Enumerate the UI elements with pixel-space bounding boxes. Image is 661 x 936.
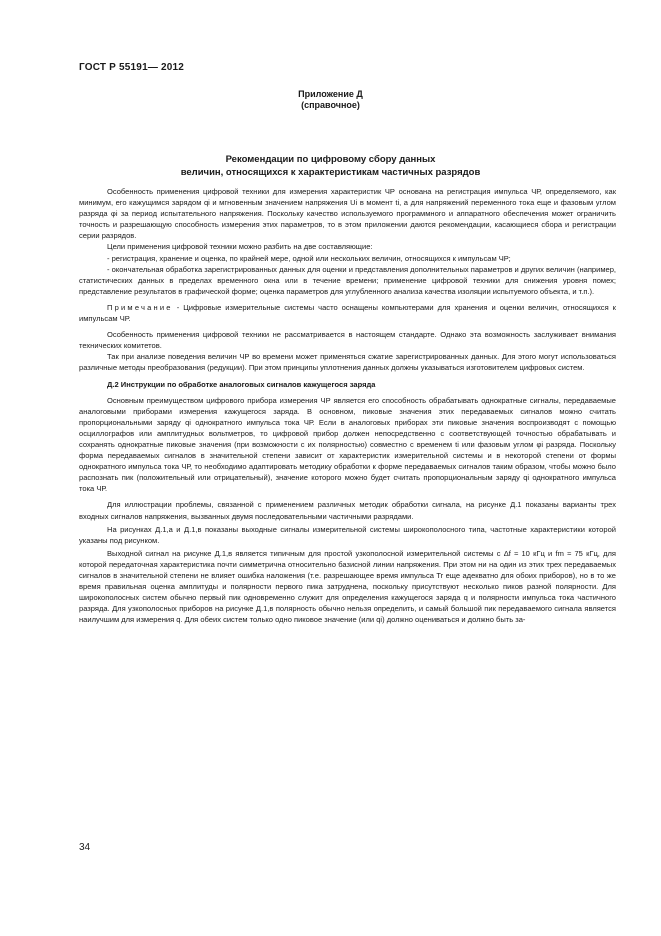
note-label: Примечание (107, 302, 173, 312)
note-text: - Цифровые измерительные системы часто оснащены компьютерами для хранения и оценки величин, относящихся к импульсам ЧР. (79, 302, 616, 324)
appendix-subtitle: (справочное) (301, 100, 360, 110)
appendix-title: Приложение Д (298, 89, 363, 99)
document-body (79, 186, 616, 625)
paragraph: Особенность применения цифровой техники не рассматривается в настоящем стандарте. Однако эта возможность заслуживает внимания технических комитетов. (79, 330, 616, 351)
list-item: - окончательная обработка зарегистрированных данных для оценки и представления дополнительных параметров и других величин (например, статистических данных в пределах временного окна или в течение времени; применение цифровой техники для снижения уровня помех; представление результатов в графической форме; оценка параметров для углубленного анализа качества изоляции испытуемого объекта, и т.п.). (79, 264, 616, 296)
note (79, 302, 616, 324)
paragraph: На рисунках Д.1,а и Д.1,в показаны выходные сигналы измерительной системы широкополосного типа, частотные характеристики которой указаны под рисунком. (79, 524, 616, 545)
list-item: - регистрация, хранение и оценка, по крайней мере, одной или нескольких величин, относящихся к импульсам ЧР; (107, 253, 511, 263)
standard-header: ГОСТ Р 55191— 2012 (79, 62, 185, 73)
paragraph: Цели применения цифровой техники можно разбить на две составляющие: (107, 242, 373, 252)
paragraph: Выходной сигнал на рисунке Д.1,в является типичным для простой узкополосной измерительной системы с Δf ≈ 10 кГц и fm ≈ 75 кГц, для которой передаточная характеристика почти симметрична относительно базисной линии напряжения. При этом ни на один из этих трех передаваемых сигналов в значительной степени не влияет ошибка наложения (т.е. разрешающее время импульса Tr еще адекватно для обоих приборов), но в то же время правильная оценка амплитуды и полярности первого пика затруднена, поскольку присутствуют несколько пиков разной полярности. Для широкополосных систем обычно первый пик одновременно служит для определения кажущегося заряда q и полярности импульса тока частичного разряда. Для узкополосных приборов на рисунке Д.1,в полярность обычно нельзя определить, и самый большой пик передаваемого сигнала является наилучшим для измерения q. Для обеих систем только одно пиковое значение (или qi) должно оцениваться и должно быть за- (79, 548, 616, 625)
document-title (0, 153, 661, 179)
paragraph: Для иллюстрации проблемы, связанной с применением различных методик обработки сигнала, на рисунке Д.1 показаны варианты трех входных сигналов напряжения, вызванных двумя последовательными частичными разрядами. (79, 500, 616, 521)
paragraph: Основным преимуществом цифрового прибора измерения ЧР является его способность обрабатывать однократные сигналы, передаваемые аналоговыми приборами измерения кажущегося заряда. В основном, пиковые значения этих передаваемых сигналов можно считать пропорциональными заряду qi однократного импульса тока ЧР. Если в аналоговых приборах эти пиковые значения воспроизводят с помощью осциллографов или амплитудных вольтметров, то цифровой прибор должен непосредственно с соответствующей точностью обрабатывать и сохранять однократные пиковые значения (при возможности с их полярностью) совместно с временем ti или фазовым углом φi разряда. Поскольку форма передаваемых сигналов в значительной степени зависит от характеристик измерительной системы и в некоторой степени от формы однократного импульса тока ЧР, то необходимо адаптировать методику обработки к форме передаваемых сигналов таким образом, чтобы можно было распознать пик (положительный или отрицательный), значение которого можно будет считать пропорциональным заряду qi однократного импульса тока ЧР. (79, 395, 616, 494)
page-number: 34 (79, 842, 91, 853)
paragraph: Так при анализе поведения величин ЧР во времени может применяться сжатие зарегистрированных данных. Для этого могут использоваться различные методы преобразования (редукции). При этом принципы уплотнения данных должны указываться изготовителем цифровых систем. (79, 352, 616, 373)
section-heading: Д.2 Инструкции по обработке аналоговых сигналов кажущегося заряда (107, 379, 376, 389)
title-line-2: величин, относящихся к характеристикам частичных разрядов (180, 167, 481, 178)
paragraph: Особенность применения цифровой техники для измерения характеристик ЧР основана на регистрация импульса ЧР, определяемого, как минимум, его кажущимся зарядом qi и мгновенным значением напряжения Ui в момент ti, а для напряжений переменного тока еще и фазовым углом разряда φi за период испытательного напряжения. Поскольку качество используемого программного и аппаратного обеспечения может ограничить точность и разрешающую способность измерения этих параметров, то в этом приложении даются рекомендации, касающиеся сбора и регистрации серии разрядов. (79, 187, 616, 241)
title-line-1: Рекомендации по цифровому сбору данных (225, 154, 436, 165)
